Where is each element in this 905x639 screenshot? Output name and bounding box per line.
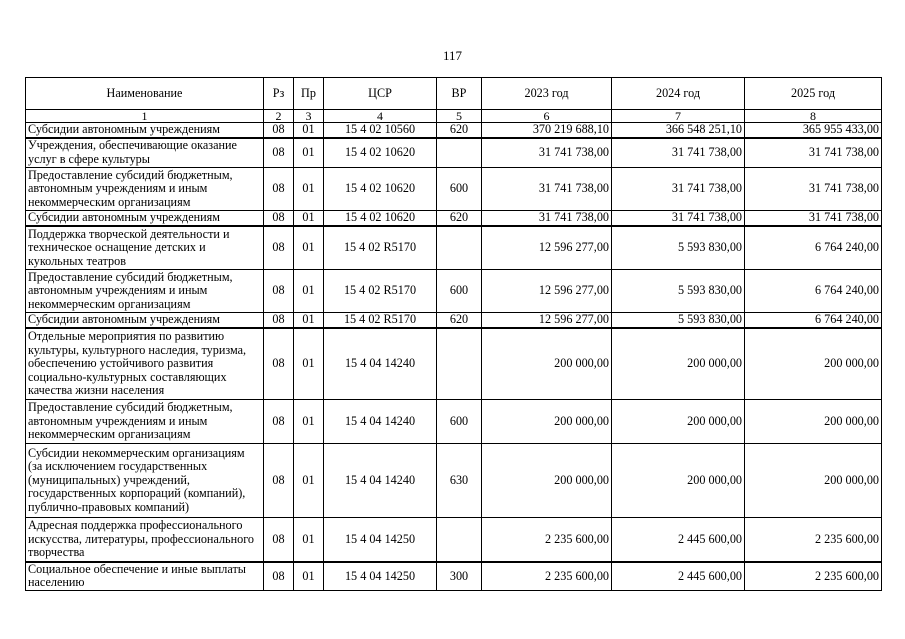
row-name: Предоставление субсидий бюджетным, автономным учреждениям и иным некоммерческим организациям	[26, 400, 264, 444]
row-name: Предоставление субсидий бюджетным, автономным учреждениям и иным некоммерческим организациям	[26, 168, 264, 211]
row-vr	[437, 226, 482, 270]
row-2025: 31 741 738,00	[745, 138, 882, 168]
header-2024: 2024 год	[612, 78, 745, 110]
row-2025: 31 741 738,00	[745, 168, 882, 211]
row-pr: 01	[294, 313, 324, 328]
row-2024: 31 741 738,00	[612, 168, 745, 211]
table-row	[26, 211, 882, 226]
row-name: Субсидии некоммерческим организациям (за исключением государственных (муниципальных) учреждений, государственных корпораций (компаний), публично-правовых компаний)	[26, 444, 264, 518]
row-pr: 01	[294, 138, 324, 168]
row-2024: 5 593 830,00	[612, 270, 745, 313]
row-2023: 370 219 688,10	[482, 123, 612, 138]
row-vr	[437, 518, 482, 562]
table-row	[26, 168, 882, 211]
table-row	[26, 313, 882, 328]
header-name: Наименование	[26, 78, 264, 110]
row-2025: 6 764 240,00	[745, 270, 882, 313]
column-number: 6	[482, 110, 612, 123]
row-pr: 01	[294, 226, 324, 270]
row-2024: 200 000,00	[612, 444, 745, 518]
table-row	[26, 518, 882, 562]
row-name: Субсидии автономным учреждениям	[26, 211, 264, 226]
row-2023: 200 000,00	[482, 328, 612, 400]
row-vr	[437, 138, 482, 168]
row-2023: 31 741 738,00	[482, 138, 612, 168]
row-csr: 15 4 02 10620	[324, 138, 437, 168]
row-vr: 600	[437, 270, 482, 313]
row-2024: 200 000,00	[612, 328, 745, 400]
row-2024: 5 593 830,00	[612, 226, 745, 270]
header-csr: ЦСР	[324, 78, 437, 110]
row-csr: 15 4 04 14240	[324, 400, 437, 444]
row-rz: 08	[264, 123, 294, 138]
row-2025: 6 764 240,00	[745, 313, 882, 328]
row-rz: 08	[264, 138, 294, 168]
header-2025: 2025 год	[745, 78, 882, 110]
column-number: 2	[264, 110, 294, 123]
row-2025: 200 000,00	[745, 328, 882, 400]
header-pr: Пр	[294, 78, 324, 110]
row-pr: 01	[294, 211, 324, 226]
row-2024: 5 593 830,00	[612, 313, 745, 328]
row-rz: 08	[264, 444, 294, 518]
row-2023: 31 741 738,00	[482, 211, 612, 226]
row-vr: 620	[437, 123, 482, 138]
row-2024: 200 000,00	[612, 400, 745, 444]
row-2025: 2 235 600,00	[745, 562, 882, 591]
row-csr: 15 4 02 10560	[324, 123, 437, 138]
row-name: Субсидии автономным учреждениям	[26, 123, 264, 138]
row-pr: 01	[294, 518, 324, 562]
row-pr: 01	[294, 123, 324, 138]
row-2024: 31 741 738,00	[612, 211, 745, 226]
row-name: Предоставление субсидий бюджетным, автономным учреждениям и иным некоммерческим организациям	[26, 270, 264, 313]
row-2025: 200 000,00	[745, 444, 882, 518]
row-csr: 15 4 04 14240	[324, 328, 437, 400]
row-2023: 2 235 600,00	[482, 518, 612, 562]
row-rz: 08	[264, 562, 294, 591]
table-row	[26, 123, 882, 138]
column-number-row	[26, 110, 882, 123]
row-pr: 01	[294, 328, 324, 400]
row-name: Поддержка творческой деятельности и техническое оснащение детских и кукольных театров	[26, 226, 264, 270]
row-vr: 600	[437, 168, 482, 211]
table-row	[26, 328, 882, 400]
row-2023: 12 596 277,00	[482, 270, 612, 313]
row-name: Отдельные мероприятия по развитию культуры, культурного наследия, туризма, обеспечению устойчивого развития социально-культурных составляющих качества жизни населения	[26, 328, 264, 400]
table-row	[26, 226, 882, 270]
column-number: 7	[612, 110, 745, 123]
row-name: Учреждения, обеспечивающие оказание услуг в сфере культуры	[26, 138, 264, 168]
row-rz: 08	[264, 400, 294, 444]
row-rz: 08	[264, 518, 294, 562]
table-row	[26, 444, 882, 518]
header-row	[26, 78, 882, 110]
table-row	[26, 400, 882, 444]
row-csr: 15 4 02 R5170	[324, 313, 437, 328]
column-number: 5	[437, 110, 482, 123]
row-2025: 31 741 738,00	[745, 211, 882, 226]
row-2025: 6 764 240,00	[745, 226, 882, 270]
row-rz: 08	[264, 328, 294, 400]
row-2025: 365 955 433,00	[745, 123, 882, 138]
row-pr: 01	[294, 444, 324, 518]
row-2023: 2 235 600,00	[482, 562, 612, 591]
row-2023: 12 596 277,00	[482, 226, 612, 270]
row-2024: 2 445 600,00	[612, 562, 745, 591]
column-number: 3	[294, 110, 324, 123]
row-csr: 15 4 04 14250	[324, 562, 437, 591]
row-2023: 200 000,00	[482, 444, 612, 518]
header-vr: ВР	[437, 78, 482, 110]
row-2023: 31 741 738,00	[482, 168, 612, 211]
column-number: 1	[26, 110, 264, 123]
row-csr: 15 4 04 14240	[324, 444, 437, 518]
row-csr: 15 4 02 10620	[324, 211, 437, 226]
row-vr: 620	[437, 211, 482, 226]
row-vr: 620	[437, 313, 482, 328]
row-rz: 08	[264, 211, 294, 226]
table-row	[26, 138, 882, 168]
row-2024: 366 548 251,10	[612, 123, 745, 138]
row-pr: 01	[294, 168, 324, 211]
column-number: 4	[324, 110, 437, 123]
header-rz: Рз	[264, 78, 294, 110]
header-2023: 2023 год	[482, 78, 612, 110]
row-2025: 200 000,00	[745, 400, 882, 444]
row-rz: 08	[264, 270, 294, 313]
row-csr: 15 4 04 14250	[324, 518, 437, 562]
row-name: Социальное обеспечение и иные выплаты населению	[26, 562, 264, 591]
row-vr	[437, 328, 482, 400]
row-rz: 08	[264, 226, 294, 270]
row-pr: 01	[294, 562, 324, 591]
column-number: 8	[745, 110, 882, 123]
row-csr: 15 4 02 R5170	[324, 270, 437, 313]
row-vr: 600	[437, 400, 482, 444]
row-csr: 15 4 02 10620	[324, 168, 437, 211]
budget-table	[25, 77, 882, 591]
row-rz: 08	[264, 168, 294, 211]
row-2023: 200 000,00	[482, 400, 612, 444]
row-2024: 31 741 738,00	[612, 138, 745, 168]
row-2023: 12 596 277,00	[482, 313, 612, 328]
row-name: Адресная поддержка профессионального искусства, литературы, профессионального творчества	[26, 518, 264, 562]
row-2025: 2 235 600,00	[745, 518, 882, 562]
row-pr: 01	[294, 270, 324, 313]
row-vr: 630	[437, 444, 482, 518]
row-rz: 08	[264, 313, 294, 328]
row-name: Субсидии автономным учреждениям	[26, 313, 264, 328]
table-row	[26, 270, 882, 313]
table-row	[26, 562, 882, 591]
row-vr: 300	[437, 562, 482, 591]
row-pr: 01	[294, 400, 324, 444]
row-2024: 2 445 600,00	[612, 518, 745, 562]
row-csr: 15 4 02 R5170	[324, 226, 437, 270]
page-number: 117	[442, 48, 463, 63]
